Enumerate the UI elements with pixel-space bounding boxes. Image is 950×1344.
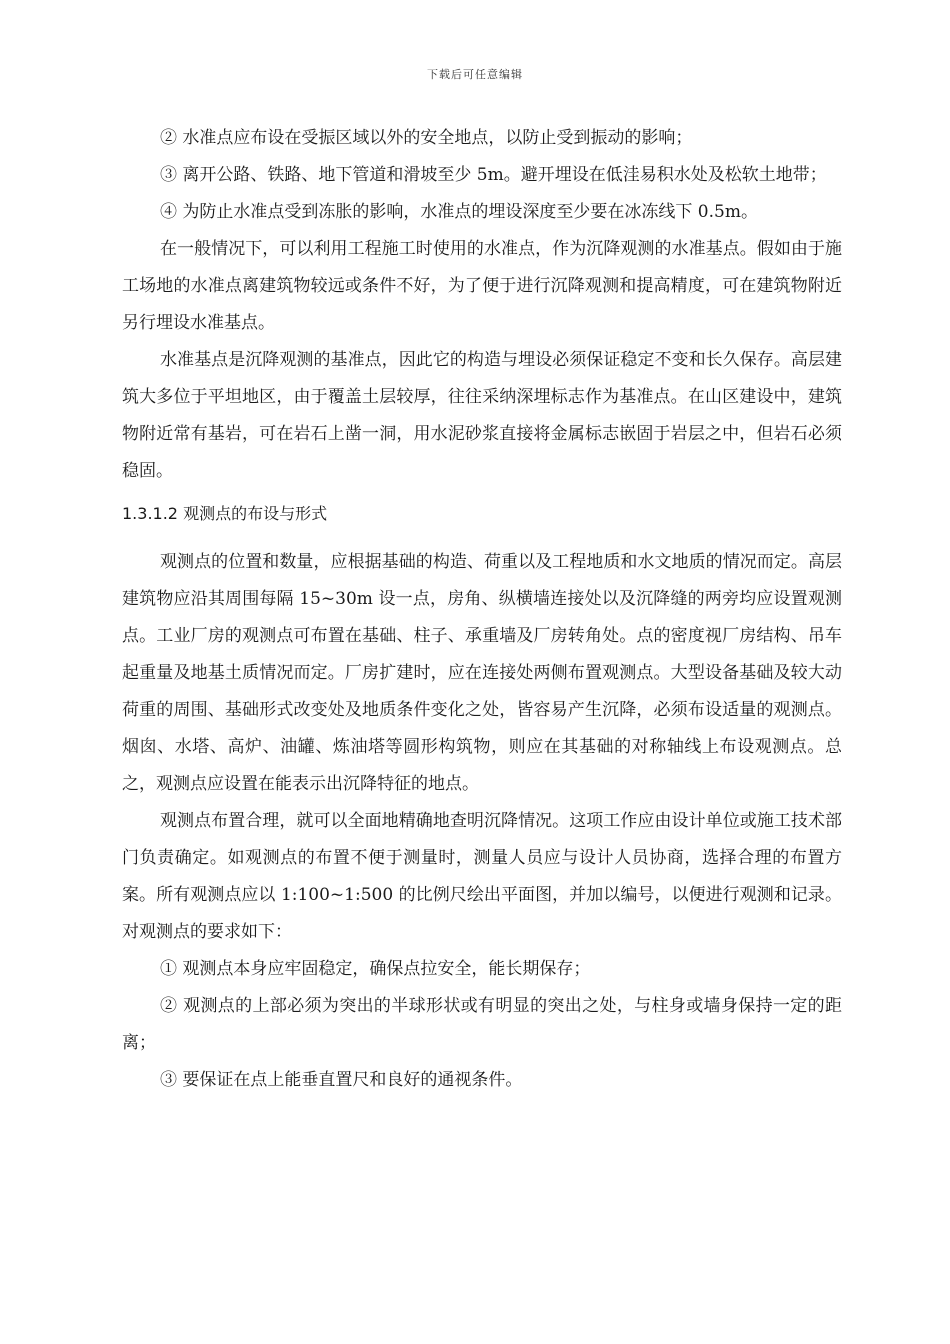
requirement-item-4: ④ 为防止水准点受到冻胀的影响，水准点的埋设深度至少要在冰冻线下 0.5m。 [160,202,758,222]
observation-requirement-2: ② 观测点的上部必须为突出的半球形状或有明显的突出之处，与柱身或墙身保持一定的距离； [122,996,842,1053]
paragraph-benchmark-general: 在一般情况下，可以利用工程施工时使用的水准点，作为沉降观测的水准基点。假如由于施工场地的水准点离建筑物较远或条件不好，为了便于进行沉降观测和提高精度，可在建筑物附近另行埋设水准基点。 [122,239,842,333]
requirement-item-3: ③ 离开公路、铁路、地下管道和滑坡至少 5m。避开埋设在低洼易积水处及松软土地带； [160,165,827,185]
observation-requirement-3: ③ 要保证在点上能垂直置尺和良好的通视条件。 [160,1070,523,1090]
paragraph-benchmark-construction: 水准基点是沉降观测的基准点，因此它的构造与埋设必须保证稳定不变和长久保存。高层建筑大多位于平坦地区，由于覆盖土层较厚，往往采纳深埋标志作为基准点。在山区建设中，建筑物附近常有基岩，可在岩石上凿一洞，用水泥砂浆直接将金属标志嵌固于岩层之中，但岩石必须稳固。 [122,350,842,481]
requirement-item-2: ② 水准点应布设在受振区域以外的安全地点，以防止受到振动的影响； [160,128,693,148]
page-header: 下载后可任意编辑 [427,68,523,81]
section-heading: 1.3.1.2 观测点的布设与形式 [122,504,328,523]
observation-requirement-1: ① 观测点本身应牢固稳定，确保点拉安全，能长期保存； [160,959,591,979]
document-body [122,120,842,1099]
paragraph-observation-points: 观测点的位置和数量，应根据基础的构造、荷重以及工程地质和水文地质的情况而定。高层建筑物应沿其周围每隔 15~30m 设一点，房角、纵横墙连接处以及沉降缝的两旁均应设置观测点。工业厂房的观测点可布置在基础、柱子、承重墙及厂房转角处。点的密度视厂房结构、吊车起重量及地基土质情况而定。厂房扩建时，应在连接处两侧布置观测点。大型设备基础及较大动荷重的周围、基础形式改变处及地质条件变化之处，皆容易产生沉降，必须布设适量的观测点。烟囱、水塔、高炉、油罐、炼油塔等圆形构筑物，则应在其基础的对称轴线上布设观测点。总之，观测点应设置在能表示出沉降特征的地点。 [122,552,842,794]
paragraph-observation-layout: 观测点布置合理，就可以全面地精确地查明沉降情况。这项工作应由设计单位或施工技术部门负责确定。如观测点的布置不便于测量时，测量人员应与设计人员协商，选择合理的布置方案。所有观测点应以 1:100~1:500 的比例尺绘出平面图，并加以编号，以便进行观测和记录。对观测点的要求如下： [122,811,842,942]
